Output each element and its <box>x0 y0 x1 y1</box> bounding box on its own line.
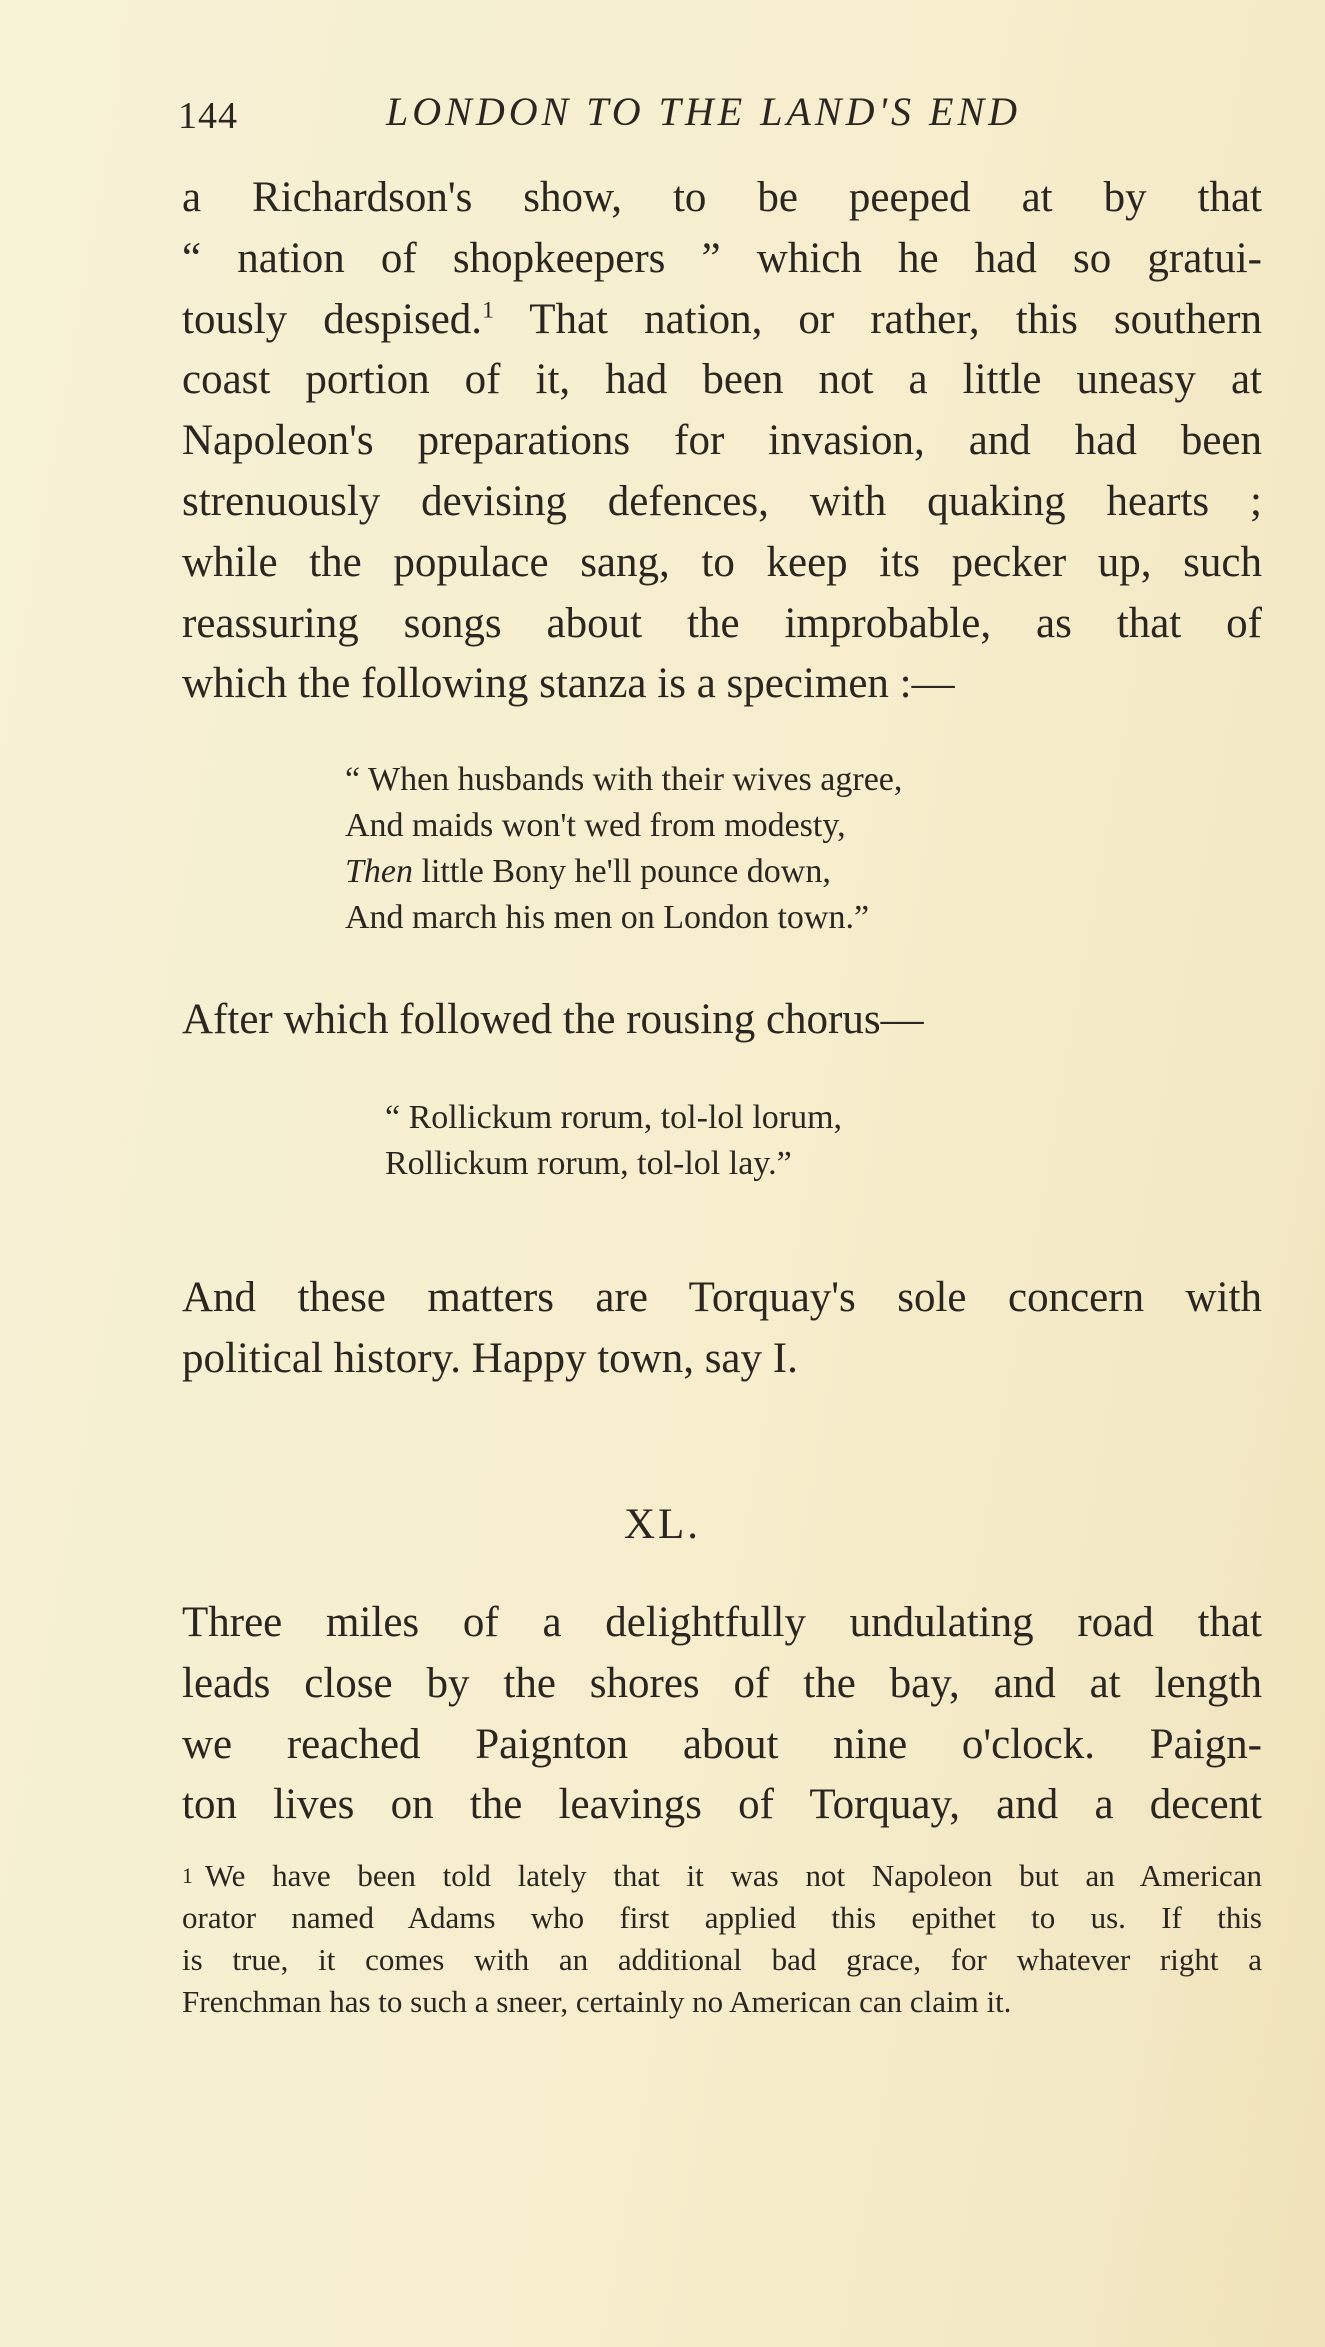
paragraph-2 <box>182 990 1262 1051</box>
paragraph-line: After which followed the rousing chorus— <box>182 996 924 1043</box>
verse-line-rest: little Bony he'll pounce down, <box>413 853 831 890</box>
footnote-line: Frenchman has to such a sneer, certainly no American can claim it. <box>182 1984 1012 2019</box>
paragraph-line: Napoleon's preparations for invasion, and had been <box>182 417 1262 465</box>
verse-chorus <box>385 1095 842 1187</box>
paragraph-line: political history. Happy town, say I. <box>182 1334 798 1382</box>
footnote-marker: 1 <box>182 1864 193 1888</box>
paragraph-1 <box>182 168 1262 715</box>
footnote-line: orator named Adams who first applied this epithet to us. If this <box>182 1900 1262 1935</box>
verse-line: Rollickum rorum, tol-lol lay.” <box>385 1145 792 1182</box>
running-title: LONDON TO THE LAND'S END <box>386 89 1022 134</box>
paragraph-line: Three miles of a delightfully undulating road that <box>182 1599 1262 1646</box>
paragraph-line: “ nation of shopkeepers ” which he had so gratui- <box>182 234 1262 282</box>
footnote-line: is true, it comes with an additional bad grace, for whatever right a <box>182 1942 1262 1977</box>
paragraph-line: while the populace sang, to keep its pecker up, such <box>182 538 1262 586</box>
verse-line: “ Rollickum rorum, tol-lol lorum, <box>385 1099 843 1136</box>
paragraph-line-start: tously despised. <box>182 295 483 343</box>
paragraph-line: strenuously devising defences, with quaking hearts ; <box>182 477 1262 525</box>
footnote-reference: 1 <box>482 297 494 324</box>
paragraph-line: coast portion of it, had been not a little uneasy at <box>182 356 1262 404</box>
paragraph-line: we reached Paignton about nine o'clock. Paign- <box>182 1720 1262 1768</box>
paragraph-line: reassuring songs about the improbable, as that of <box>182 599 1262 647</box>
verse-italic-word: Then <box>345 853 413 890</box>
verse-line: “ When husbands with their wives agree, <box>345 761 903 798</box>
page-header <box>178 88 1078 148</box>
paragraph-line: which the following stanza is a specimen :— <box>182 660 955 708</box>
page-number: 144 <box>178 95 238 137</box>
footnote-line <box>182 1855 1262 1897</box>
paragraph-line <box>182 290 1262 351</box>
section-heading: XL. <box>623 1501 702 1548</box>
verse-stanza <box>345 757 902 941</box>
paragraph-4 <box>182 1593 1262 1836</box>
verse-line <box>345 849 902 895</box>
footnote <box>182 1855 1262 2023</box>
paragraph-line: a Richardson's show, to be peeped at by that <box>182 174 1262 221</box>
paragraph-line-rest: That nation, or rather, this southern <box>493 295 1262 343</box>
paragraph-line: leads close by the shores of the bay, and at length <box>182 1659 1262 1707</box>
paragraph-3 <box>182 1268 1262 1390</box>
verse-line: And maids won't wed from modesty, <box>345 807 846 844</box>
verse-line: And march his men on London town.” <box>345 899 870 936</box>
paragraph-line: ton lives on the leavings of Torquay, and a decent <box>182 1781 1262 1829</box>
paragraph-line: And these matters are Torquay's sole concern with <box>182 1274 1262 1321</box>
footnote-line-text: We have been told lately that it was not Napoleon but an American <box>204 1858 1262 1893</box>
